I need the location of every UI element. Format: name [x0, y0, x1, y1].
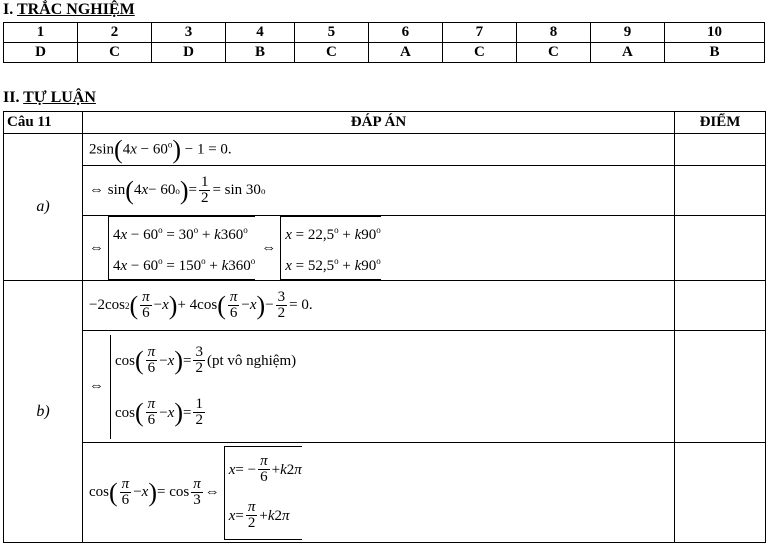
- no-solution-note: (pt vô nghiệm): [206, 352, 297, 369]
- question-header: Câu 11: [4, 112, 83, 134]
- section-number: II.: [3, 89, 20, 106]
- question-number: 1: [4, 23, 78, 43]
- question-number: 4: [226, 23, 295, 43]
- answer-letter: D: [152, 43, 226, 63]
- answer-key-table: [3, 22, 765, 63]
- score-cell: [675, 216, 766, 281]
- essay-header-row: [4, 112, 766, 134]
- score-cell: [675, 331, 766, 443]
- answer-letter: B: [226, 43, 295, 63]
- question-number: 3: [152, 23, 226, 43]
- math-step: cos ( π 6 − x ) = cos π 3 ⇔ x = − π 6 + k 2 π x = π 2 + k 2 π: [83, 443, 675, 543]
- section-heading-multiple-choice: [3, 1, 135, 19]
- score-cell: [675, 134, 766, 166]
- question-number: 2: [78, 23, 152, 43]
- essay-answer-table: [3, 111, 766, 543]
- question-number: 8: [516, 23, 590, 43]
- answer-letter: A: [368, 43, 442, 63]
- solution-step-row: [4, 281, 766, 331]
- solution-step-row: [4, 216, 766, 281]
- math-step: −2cos 2 ( π 6 − x ) + 4cos ( π 6 − x ) − 3 2 = 0.: [83, 281, 675, 331]
- answer-row: [4, 43, 765, 63]
- question-number: 5: [294, 23, 368, 43]
- question-number: 7: [442, 23, 516, 43]
- solution-step-row: [4, 166, 766, 216]
- question-number-row: [4, 23, 765, 43]
- section-title: TỰ LUẬN: [23, 89, 96, 106]
- answer-letter: A: [590, 43, 664, 63]
- question-number: 6: [368, 23, 442, 43]
- question-number: 9: [590, 23, 664, 43]
- score-cell: [675, 166, 766, 216]
- part-label: b): [4, 281, 83, 543]
- solution-step-row: [4, 331, 766, 443]
- math-step: $2\sin(4x - 60^o) - 1 = 0$.: [83, 134, 675, 166]
- score-header: ĐIỂM: [675, 112, 766, 134]
- question-number: 10: [664, 23, 764, 43]
- solution-step-row: [4, 443, 766, 543]
- part-label: a): [4, 134, 83, 281]
- answer-letter: D: [4, 43, 78, 63]
- section-number: I.: [3, 1, 14, 18]
- math-step: ⇔ cos ( π 6 − x ) = 3 2 (pt vô nghiệm) cos ( π 6 − x ) = 1 2: [83, 331, 675, 443]
- score-cell: [675, 443, 766, 543]
- math-step: ⇔ $4x - 60^o = 30^o + k360^o$ $4x - 60^o = 150^o + k360^o$ ⇔ $x = 22,5^o + k90^o$ $x = 52,5^o + k90^o$: [83, 216, 675, 281]
- answer-letter: C: [516, 43, 590, 63]
- solution-step-row: [4, 134, 766, 166]
- answer-letter: C: [442, 43, 516, 63]
- section-heading-essay: [3, 89, 96, 107]
- answer-letter: C: [78, 43, 152, 63]
- score-cell: [675, 281, 766, 331]
- section-title: TRẮC NGHIỆM: [16, 1, 135, 18]
- answer-letter: C: [294, 43, 368, 63]
- answer-letter: B: [664, 43, 764, 63]
- math-step: ⇔ sin ( 4 x − 60 o ) = 1 2 = sin 30 o: [83, 166, 675, 216]
- answer-header: ĐÁP ÁN: [83, 112, 675, 134]
